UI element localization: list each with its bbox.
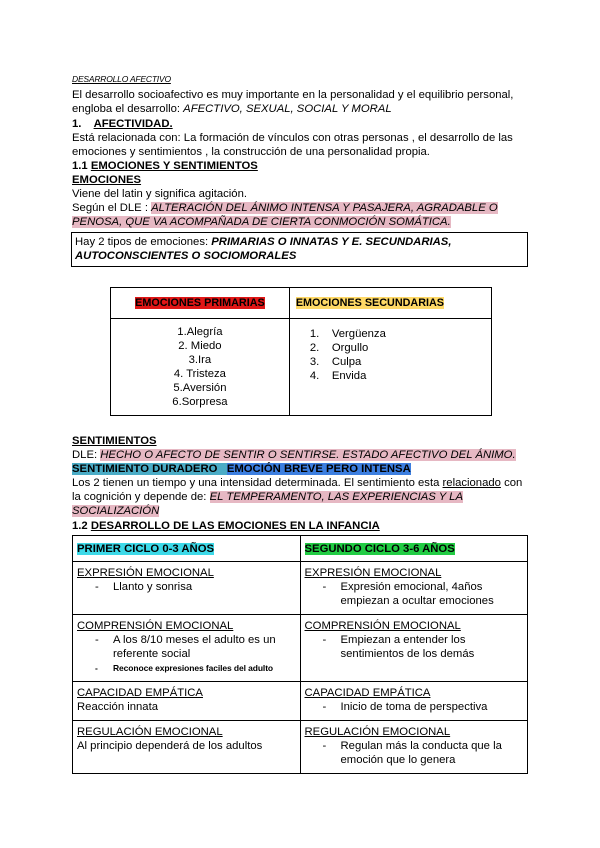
sentimientos-section [72, 434, 528, 518]
primarias-title: EMOCIONES PRIMARIAS [135, 297, 265, 309]
cell-text: Reacción innata [77, 701, 159, 713]
secundaria-item: 3. Culpa [309, 356, 362, 368]
emotions-table [110, 287, 492, 416]
cell-text: Al principio dependerá de los adultos [77, 740, 263, 752]
cell-title: EXPRESIÓN EMOCIONAL [77, 567, 214, 579]
emociones-origin: Viene del latin y significa agitación. [72, 188, 248, 200]
cell-title: COMPRENSIÓN EMOCIONAL [77, 620, 234, 632]
section1-number: 1. [72, 118, 82, 130]
list-item: - Expresión emocional, 4años empiezan a ocultar emociones [323, 580, 524, 608]
section1-title: AFECTIVIDAD. [93, 118, 173, 130]
primaria-item: 4. Tristeza [173, 368, 226, 380]
emotion-types-box [71, 232, 528, 267]
cell-title: COMPRENSIÓN EMOCIONAL [304, 620, 461, 632]
emociones-heading: EMOCIONES [72, 174, 142, 186]
table-row [73, 721, 528, 774]
section11-heading [72, 159, 528, 173]
sentimientos-heading: SENTIMIENTOS [72, 435, 157, 447]
primarias-list-cell [111, 319, 290, 416]
col2-header: SEGUNDO CICLO 3-6 AÑOS [304, 543, 455, 555]
sentimiento-vs-emocion [72, 462, 528, 476]
primaria-item: 6.Sorpresa [172, 396, 228, 408]
primaria-item: 3.Ira [188, 354, 212, 366]
sentimientos-emphasis: EL TEMPERAMENTO, LAS EXPERIENCIAS Y LA SOCIALIZACIÓN [72, 491, 463, 517]
intro-line1: El desarrollo socioafectivo es muy importante en la personalidad y el equilibrio personal, [72, 89, 514, 101]
section11-number: 1.1 [72, 160, 88, 172]
table-row [73, 682, 528, 721]
secundarias-list [296, 321, 485, 383]
cell-title: REGULACIÓN EMOCIONAL [77, 726, 223, 738]
list-item: - Llanto y sonrisa [95, 580, 296, 594]
intro-paragraph [72, 88, 528, 116]
col2-header-cell [300, 536, 528, 562]
section11-title: EMOCIONES Y SENTIMIENTOS [90, 160, 258, 172]
col1-header: PRIMER CICLO 0-3 AÑOS [77, 543, 215, 555]
primaria-item: 1.Alegría [177, 326, 223, 338]
emociones-dle [72, 201, 528, 229]
secundaria-item: 4. Envida [309, 370, 367, 382]
relacionado-word: relacionado [442, 477, 501, 489]
section12-number: 1.2 [72, 520, 88, 532]
secundaria-item: 1. Vergüenza [309, 328, 386, 340]
document-title: DESARROLLO AFECTIVO [72, 74, 171, 84]
cell-title: CAPACIDAD EMPÁTICA [304, 687, 431, 699]
list-item-small: - Reconoce expresiones faciles del adulto [95, 661, 296, 675]
document-page [72, 72, 528, 774]
section12-title: DESARROLLO DE LAS EMOCIONES EN LA INFANCIA [90, 520, 380, 532]
intro-line2-prefix: engloba el desarrollo: [72, 103, 184, 115]
secundarias-title: EMOCIONES SECUNDARIAS [295, 297, 445, 309]
primaria-item: 5.Aversión [173, 382, 227, 394]
development-table [72, 535, 528, 774]
cell-title: REGULACIÓN EMOCIONAL [304, 726, 451, 738]
intro-emphasis: AFECTIVO, SEXUAL, SOCIAL Y MORAL [183, 103, 392, 115]
emocion-breve: EMOCIÓN BREVE PERO INTENSA [226, 463, 411, 475]
cell-title: CAPACIDAD EMPÁTICA [77, 687, 203, 699]
secundaria-item: 2. Orgullo [309, 342, 369, 354]
sentimientos-dle-definition: HECHO O AFECTO DE SENTIR O SENTIRSE. ESTADO AFECTIVO DEL ÁNIMO. [100, 449, 516, 461]
primarias-header-cell [111, 288, 290, 319]
cell-title: EXPRESIÓN EMOCIONAL [304, 567, 442, 579]
sentimientos-dle-prefix: DLE: [72, 449, 101, 461]
emotion-types-prefix: Hay 2 tipos de emociones: [75, 236, 212, 248]
dle-prefix: Según el DLE : [72, 202, 152, 214]
secundarias-list-cell [289, 319, 491, 416]
list-item: - A los 8/10 meses el adulto es un referente social [95, 633, 296, 661]
section1-text: Está relacionada con: La formación de vínculos con otras personas , el desarrollo de las emociones y sentimientos , la construcción de una personalidad propia. [72, 132, 513, 158]
emotion-types-emphasis: PRIMARIAS O INNATAS Y E. SECUNDARIAS, AUTOCONSCIENTES O SOCIOMORALES [75, 236, 452, 262]
section12-heading [72, 519, 528, 533]
table-row [73, 615, 528, 682]
primaria-item: 2. Miedo [178, 340, 222, 352]
list-item: - Inicio de toma de perspectiva [323, 700, 524, 714]
section1-heading [72, 117, 528, 131]
secundarias-header-cell [289, 288, 491, 319]
sentimientos-text: Los 2 tienen un tiempo y una intensidad determinada. El sentimiento esta relacionado con la cognición y depende de: EL TEMPERAMENTO, LAS EXPERIENCIAS Y LA SOCIALIZACIÓN [72, 477, 523, 517]
list-item: - Regulan más la conducta que la emoción que lo genera [323, 739, 524, 767]
col1-header-cell [73, 536, 301, 562]
list-item: - Empiezan a entender los sentimientos de los demás [323, 633, 524, 661]
dle-definition: ALTERACIÓN DEL ÁNIMO INTENSA Y PASAJERA, AGRADABLE O PENOSA, QUE VA ACOMPAÑADA DE CIERTA CONMOCIÓN SOMÁTICA. [72, 202, 498, 228]
table-row [73, 562, 528, 615]
sentimientos-dle [72, 448, 528, 462]
sentimiento-duradero: SENTIMIENTO DURADERO [72, 463, 218, 475]
